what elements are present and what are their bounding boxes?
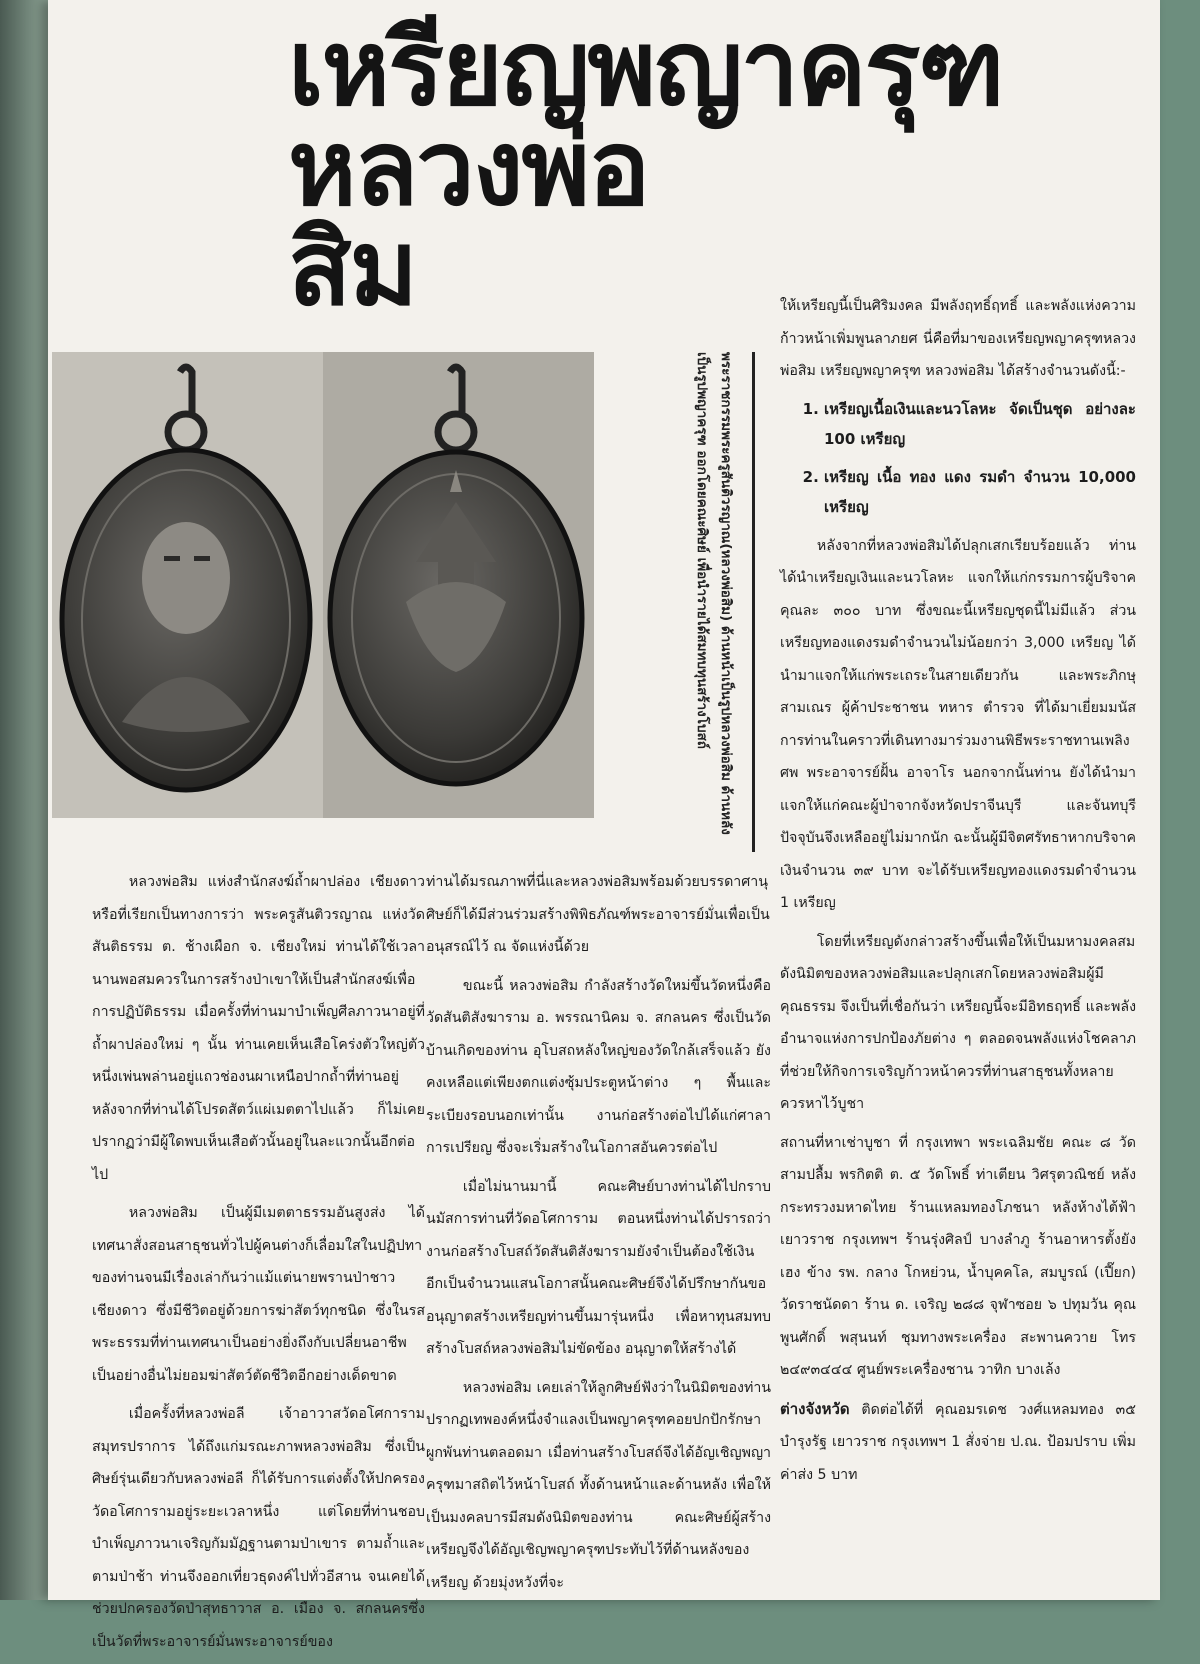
title-line-3: สิม [288,207,417,329]
text-column-1 [92,866,425,1664]
medal-photo [52,352,594,818]
medal-list-item-2: 2. เหรียญ เนื้อ ทอง แดง รมดำ จำนวน 10,000 เหรียญ [824,462,1136,522]
medal-list-item-1: 1. เหรียญเนื้อเงินและนวโลหะ จัดเป็นชุด อย่างละ 100 เหรียญ [824,394,1136,454]
text-column-2 [426,866,771,1605]
col3-paragraph-1: หลังจากที่หลวงพ่อสิมได้ปลุกเสกเรียบร้อยแล้ว ท่านได้นำเหรียญเงินและนวโลหะ แจกให้แก่กรรมการผู้บริจาคคุณละ ๓๐๐ บาท ซึ่งขณะนี้เหรียญชุดนี้ไม่มีแล้ว ส่วนเหรียญทองแดงรมดำจำนวนไม่น้อยกว่า 3,000 เหรียญ ได้นำมาแจกให้แก่พระเถระในสายเดียวกัน และพระภิกษุสามเณร ผู้ค้าประชาชน ทหาร ตำรวจ ที่ได้มาเยี่ยมมนัสการท่านในคราวที่เดินทางมาร่วมงานพิธีพระราชทานเพลิงศพ พระอาจารย์ฝั้น อาจาโร นอกจากนั้นท่าน ยังได้นำมาแจกให้แก่คณะผู้ป่าจากจังหวัดปราจีนบุรี และจันทบุรี ปัจจุบันจึงเหลืออยู่ไม่มากนัก ฉะนั้นผู้มีจิตศรัทธาหากบริจาคเงินจำนวน ๓๙ บาท จะได้รับเหรียญทองแดงรมดำจำนวน 1 เหรียญ [780,537,1136,911]
book-binding [0,0,48,1600]
col3-places: สถานที่หาเช่าบูชา ที่ กรุงเทพา พระเฉลิมชัย คณะ ๘ วัดสามปลื้ม พรกิตติ ต. ๕ วัดโพธิ์ ท่าเตียน วิศรุตวณิชย์ หลังกระทรวงมหาดไทย ร้านแหลมทองโภชนา หลังห้างไต้ฟ้า เยาวราช กรุงเทพฯ ร้านรุ่งศิลป์ บางลำภู ร้านอาหารตั้งยังเฮง ข้าง รพ. กลาง โกหย่วน, น้ำบุคคโล, สมบูรณ์ (เปี๊ยก) วัดราชนัดดา ร้าน ด. เจริญ ๒๘๘ จุฬาซอย ๖ ปทุมวัน คุณพูนศักดิ์ พสุนนท์ ชุมทางพระเครื่อง สะพานควาย โทร ๒๔๙๓๔๔๔ ศูนย์พระเครื่องชาน วาทิก บางเล้ง [780,1134,1136,1378]
photo-caption: พระราชกรรมพระครูสันติวรญาณ(หลวงพ่อสิม) ด้านหน้าเป็นรูปหลวงพ่อสิม ด้านหลังเป็นรูปพญาครุฑ ออกโดยคณะศิษย์ เพื่อนำรายได้สมทบทุนสร้างโบสถ์ [694,352,734,835]
provinces-text: ติดต่อได้ที่ คุณอมรเดช วงศ์แหลมทอง ๓๕ บำรุงรัฐ เยาวราช กรุงเทพฯ 1 สั่งจ่าย ป.ณ. ป้อมปราบ เพิ่มค่าส่ง 5 บาท [780,1401,1136,1483]
column-divider [752,352,755,852]
col3-provinces [780,1393,1136,1492]
col2-paragraph-3: เมื่อไม่นานมานี้ คณะศิษย์บางท่านได้ไปกราบนมัสการท่านที่วัดอโศการาม ตอนหนึ่งท่านได้ปรารถว่างานก่อสร้างโบสถ์วัดสันติสังฆารามยังจำเป็นต้องใช้เงินอีกเป็นจำนวนแสนโอกาสนั้นคณะศิษย์จึงได้ปรึกษากันขออนุญาตสร้างเหรียญท่านขึ้นมารุ่นหนึ่ง เพื่อหาทุนสมทบสร้างโบสถ์หลวงพ่อสิมไม่ขัดข้อง อนุญาตให้สร้างได้ [426,1178,771,1357]
medal-quantity-list [780,394,1136,522]
text-column-3 [780,290,1136,1497]
col3-intro: ให้เหรียญนี้เป็นศิริมงคล มีพลังฤทธิ์ฤทธิ์ และพลังแห่งความก้าวหน้าเพิ่มพูนลาภยศ นี่คือที่มาของเหรียญพญาครุฑหลวงพ่อสิม เหรียญพญาครุฑ หลวงพ่อสิม ได้สร้างจำนวนดังนี้:- [780,298,1136,379]
photo-caption-box [598,352,738,852]
col2-paragraph-2: ขณะนี้ หลวงพ่อสิม กำลังสร้างวัดใหม่ขึ้นวัดหนึ่งคือวัดสันติสังฆาราม อ. พรรณานิคม จ. สกลนคร ซึ่งเป็นวัดบ้านเกิดของท่าน อุโบสถหลังใหญ่ของวัดใกล้เสร็จแล้ว ยังคงเหลือแต่เพียงตกแต่งซุ้มประตูหน้าต่าง ๆ พื้นและระเบียงรอบนอกเท่านั้น งานก่อสร้างต่อไปได้แก่ศาลาการเปรียญ ซึ่งจะเริ่มสร้างในโอกาสอันควรต่อไป [426,977,771,1156]
col1-paragraph-1: หลวงพ่อสิม แห่งสำนักสงฆ์ถ้ำผาปล่อง เชียงดาว หรือที่เรียกเป็นทางการว่า พระครูสันติวรญาณ แห่งวัดสันติธรรม ต. ช้างเผือก จ. เชียงใหม่ ท่านได้ใช้เวลานานพอสมควรในการสร้างป่าเขาให้เป็นสำนักสงฆ์เพื่อการปฏิบัติธรรม เมื่อครั้งที่ท่านมาบำเพ็ญศีลภาวนาอยู่ที่ถ้ำผาปล่องใหม่ ๆ นั้น ท่านเคยเห็นเสือโคร่งตัวใหญ่ตัวหนึ่งเพ่นพล่านอยู่แถวช่องนผาเหนือปากถ้ำที่ท่านอยู่ หลังจากที่ท่านได้โปรดสัตว์แผ่เมตตาไปแล้ว ก็ไม่เคยปรากฏว่ามีผู้ใดพบเห็นเสือตัวนั้นอยู่ในละแวกนั้นอีกต่อไป [92,874,425,1183]
title-line-2: หลวงพ่อ [288,107,649,229]
article-title [288,7,1108,329]
title-line-1: เหรียญพญาครุฑ [288,7,1003,129]
provinces-label: ต่างจังหวัด [780,1399,850,1418]
col2-paragraph-1: ท่านได้มรณภาพที่นี่และหลวงพ่อสิมพร้อมด้วยบรรดาศานุศิษย์ก็ได้มีส่วนร่วมสร้างพิพิธภัณฑ์พระอาจารย์มั่นเพื่อเป็นอนุสรณ์ไว้ ณ จัดแห่งนี้ด้วย [426,874,770,955]
col1-paragraph-2: หลวงพ่อสิม เป็นผู้มีเมตตาธรรมอันสูงส่ง ได้เทศนาสั่งสอนสาธุชนทั่วไปผู้คนต่างก็เลื่อมใสในปฏิปทาของท่านจนมีเรื่องเล่ากันว่าแม้แต่นายพรานป่าชาวเชียงดาว ซึ่งมีชีวิตอยู่ด้วยการฆ่าสัตว์ทุกชนิด ซึ่งในรสพระธรรมที่ท่านเทศนาเป็นอย่างยิ่งถึงกับเปลี่ยนอาชีพเป็นอย่างอื่นไม่ยอมฆ่าสัตว์ตัดชีวิตอีกอย่างเด็ดขาด [92,1205,425,1384]
col3-paragraph-2: โดยที่เหรียญดังกล่าวสร้างขึ้นเพื่อให้เป็นมหามงคลสมดังนิมิตของหลวงพ่อสิมและปลุกเสกโดยหลวงพ่อสิมผู้มีคุณธรรม จึงเป็นที่เชื่อกันว่า เหรียญนี้จะมีอิทธฤทธิ์ และพลังอำนาจแห่งการปกป้องภัยต่าง ๆ ตลอดจนพลังแห่งโชคลาภที่ช่วยให้กิจการเจริญก้าวหน้าควรที่ท่านสาธุชนทั้งหลายควรหาไว้บูชา [780,933,1136,1112]
magazine-page [48,0,1160,1650]
col1-paragraph-3: เมื่อครั้งที่หลวงพ่อลี เจ้าอาวาสวัดอโศการาม สมุทรปราการ ได้ถึงแก่มรณะภาพหลวงพ่อสิม ซึ่งเป็นศิษย์รุ่นเดียวกับหลวงพ่อลี ก็ได้รับการแต่งตั้งให้ปกครองวัดอโศการามอยู่ระยะเวลาหนึ่ง แต่โดยที่ท่านชอบบำเพ็ญภาวนาเจริญกัมมัฏฐานตามป่าเขาร ตามถ้ำและตามป่าช้า ท่านจึงออกเที่ยวธุดงค์ไปทั่วอีสาน จนเคยได้ช่วยปกครองวัดป่าสุทธาวาส อ. เมือง จ. สกลนครซึ่งเป็นวัดที่พระอาจารย์มั่นพระอาจารย์ของ [92,1406,425,1650]
col2-paragraph-4: หลวงพ่อสิม เคยเล่าให้ลูกศิษย์ฟังว่าในนิมิตของท่านปรากฏเทพองค์หนึ่งจำแลงเป็นพญาครุฑคอยปกปักรักษาผูกพันท่านตลอดมา เมื่อท่านสร้างโบสถ์จึงได้อัญเชิญพญาครุฑมาสถิตไว้หน้าโบสถ์ ทั้งด้านหน้าและด้านหลัง เพื่อให้เป็นมงคลบารมีสมดังนิมิตของท่าน คณะศิษย์ผู้สร้างเหรียญจึงได้อัญเชิญพญาครุฑประทับไว้ที่ด้านหลังของเหรียญ ด้วยมุ่งหวังที่จะ [426,1379,771,1591]
medal-illustration [52,352,594,818]
